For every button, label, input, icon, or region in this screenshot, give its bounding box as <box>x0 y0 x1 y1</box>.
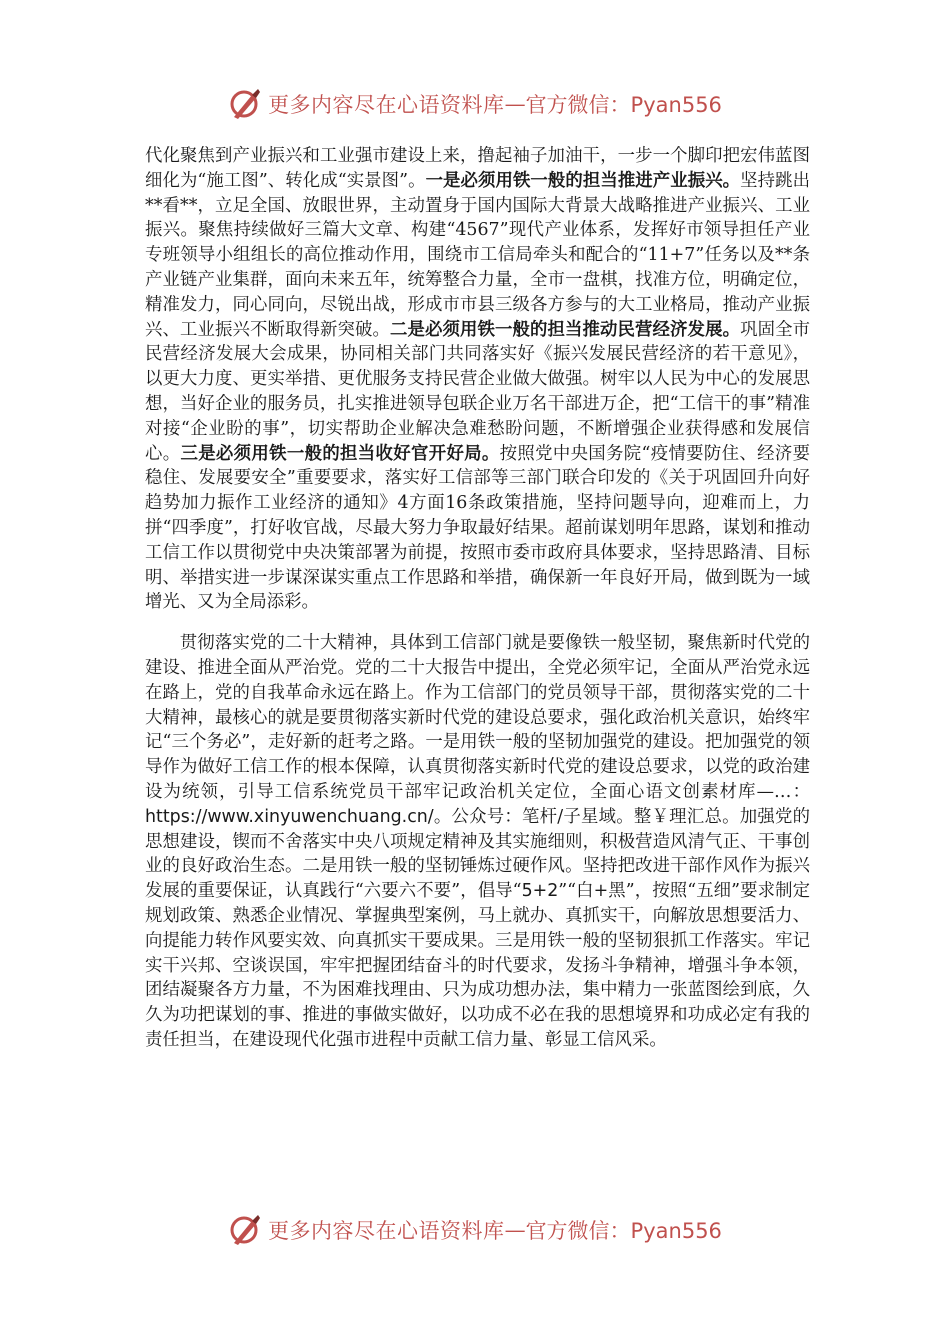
pen-logo-icon <box>228 87 262 121</box>
heading-industry-revitalization: 一是必须用铁一般的担当推进产业振兴。 <box>425 170 741 191</box>
header-banner <box>0 84 950 124</box>
paragraph-1-text-1: 代化聚焦到产业振兴和工业强市建设上来，撸起袖子加油干，一步一个脚印把宏伟蓝图细化为“施工图”、转化成“实景图”。 <box>145 146 810 191</box>
paragraph-2-text-1: 贯彻落实党的二十大精神，具体到工信部门就是要像铁一般坚韧，聚焦新时代党的建设、推进全面从严治党。党的二十大报告中提出，全党必须牢记，全面从严治党永远在路上，党的自我革命永远在路上。作为工信部门的党员领导干部，贯彻落实党的二十大精神，最核心的就是要贯彻落实新时代党的建设总要求，强化政治机关意识，始终牢记“三个务必”，走好新的赶考之路。一是用铁一般的坚韧加强党的建设。把加强党的领导作为做好工信工作的根本保障，认真贯彻落实新时代党的建设总要求，以党的政治建设为统领，引导工信系统党员干部牢记政治机关定位，全面心语文创素材库—…： <box>145 633 810 802</box>
footer-brand: 更多内容尽在心语资料库 <box>268 1219 505 1243</box>
footer-wechat: 官方微信：Pyan556 <box>525 1219 722 1243</box>
document-body <box>145 144 810 1053</box>
pen-logo-icon <box>228 1213 262 1247</box>
paragraph-2-number: 5+2 <box>521 881 559 902</box>
heading-private-economy: 二是必须用铁一般的担当推动民营经济发展。 <box>390 319 741 340</box>
paragraph-1-text-3: 巩固全市民营经济发展大会成果，协同相关部门共同落实好《振兴发展民营经济的若干意见》，以更大力度、更实举措、更优服务支持民营企业做大做强。树牢以人民为中心的发展思想，当好企业的服务员，扎实推进领导包联企业万名干部进万企，把“工信干的事”精准对接“企业盼的事”，切实帮助企业解决急难愁盼问题，不断增强企业获得感和发展信心。 <box>145 319 810 464</box>
header-wechat: 官方微信：Pyan556 <box>525 93 722 117</box>
footer-separator: — <box>504 1218 526 1242</box>
header-brand: 更多内容尽在心语资料库 <box>268 93 505 117</box>
heading-year-end: 三是必须用铁一般的担当收好官开好局。 <box>180 443 500 464</box>
paragraph-2-text-3: ”“白+黑”，按照“五细”要求制定规划政策、熟悉企业情况、掌握典型案例，马上就办、真抓实干，向解放思想要活力、向提能力转作风要实效、向真抓实干要成果。三是用铁一般的坚韧狠抓工作落实。牢记实干兴邦、空谈误国，牢牢把握团结奋斗的时代要求，发扬斗争精神，增强斗争本领，团结凝聚各方力量，不为困难找理由、只为成功想办法，集中精力一张蓝图绘到底，久久为功把谋划的事、推进的事做实做好，以功成不必在我的思想境界和功成必定有我的责任担当，在建设现代化强市进程中贡献工信力量、彰显工信风采。 <box>145 881 810 1050</box>
paragraph-1-text-4: 按照党中央国务院“疫情要防住、经济要稳住、发展要安全”重要要求，落实好工信部等三部门联合印发的《关于巩固回升向好趋势加力振作工业经济的通知》4方面16条政策措施，坚持问题导向，迎难而上，力拼“四季度”，打好收官战，尽最大努力争取最好结果。超前谋划明年思路，谋划和推动工信工作以贯彻党中央决策部署为前提，按照市委市政府具体要求，坚持思路清、目标明、举措实进一步谋深谋实重点工作思路和举措，确保新一年良好开局，做到既为一域增光、又为全局添彩。 <box>145 443 810 613</box>
paragraph-2 <box>145 631 810 1053</box>
paragraph-2-text-2: 。公众号：笔杆/子星域。整￥理汇总。加强党的思想建设，锲而不舍落实中央八项规定精神及其实施细则，积极营造风清气正、干事创业的良好政治生态。二是用铁一般的坚韧锤炼过硬作风。坚持把改进干部作风作为振兴发展的重要保证，认真践行“六要六不要”，倡导“ <box>145 806 810 902</box>
header-separator: — <box>504 92 526 116</box>
footer-banner <box>0 1210 950 1250</box>
paragraph-1 <box>145 144 810 615</box>
source-url: https://www.xinyuwenchuang.cn/ <box>145 806 434 827</box>
paragraph-1-text-2: 坚持跳出**看**，立足全国、放眼世界，主动置身于国内国际大背景大战略推进产业振兴、工业振兴。聚焦持续做好三篇大文章、构建“4567”现代产业体系，发挥好市领导担任产业专班领导小组组长的高位推动作用，围绕市工信局牵头和配合的“11+7”任务以及**条产业链产业集群，面向未来五年，统筹整合力量，全市一盘棋，找准方位，明确定位，精准发力，同心同向，尽锐出战，形成市市县三级各方参与的大工业格局，推动产业振兴、工业振兴不断取得新突破。 <box>145 170 810 340</box>
